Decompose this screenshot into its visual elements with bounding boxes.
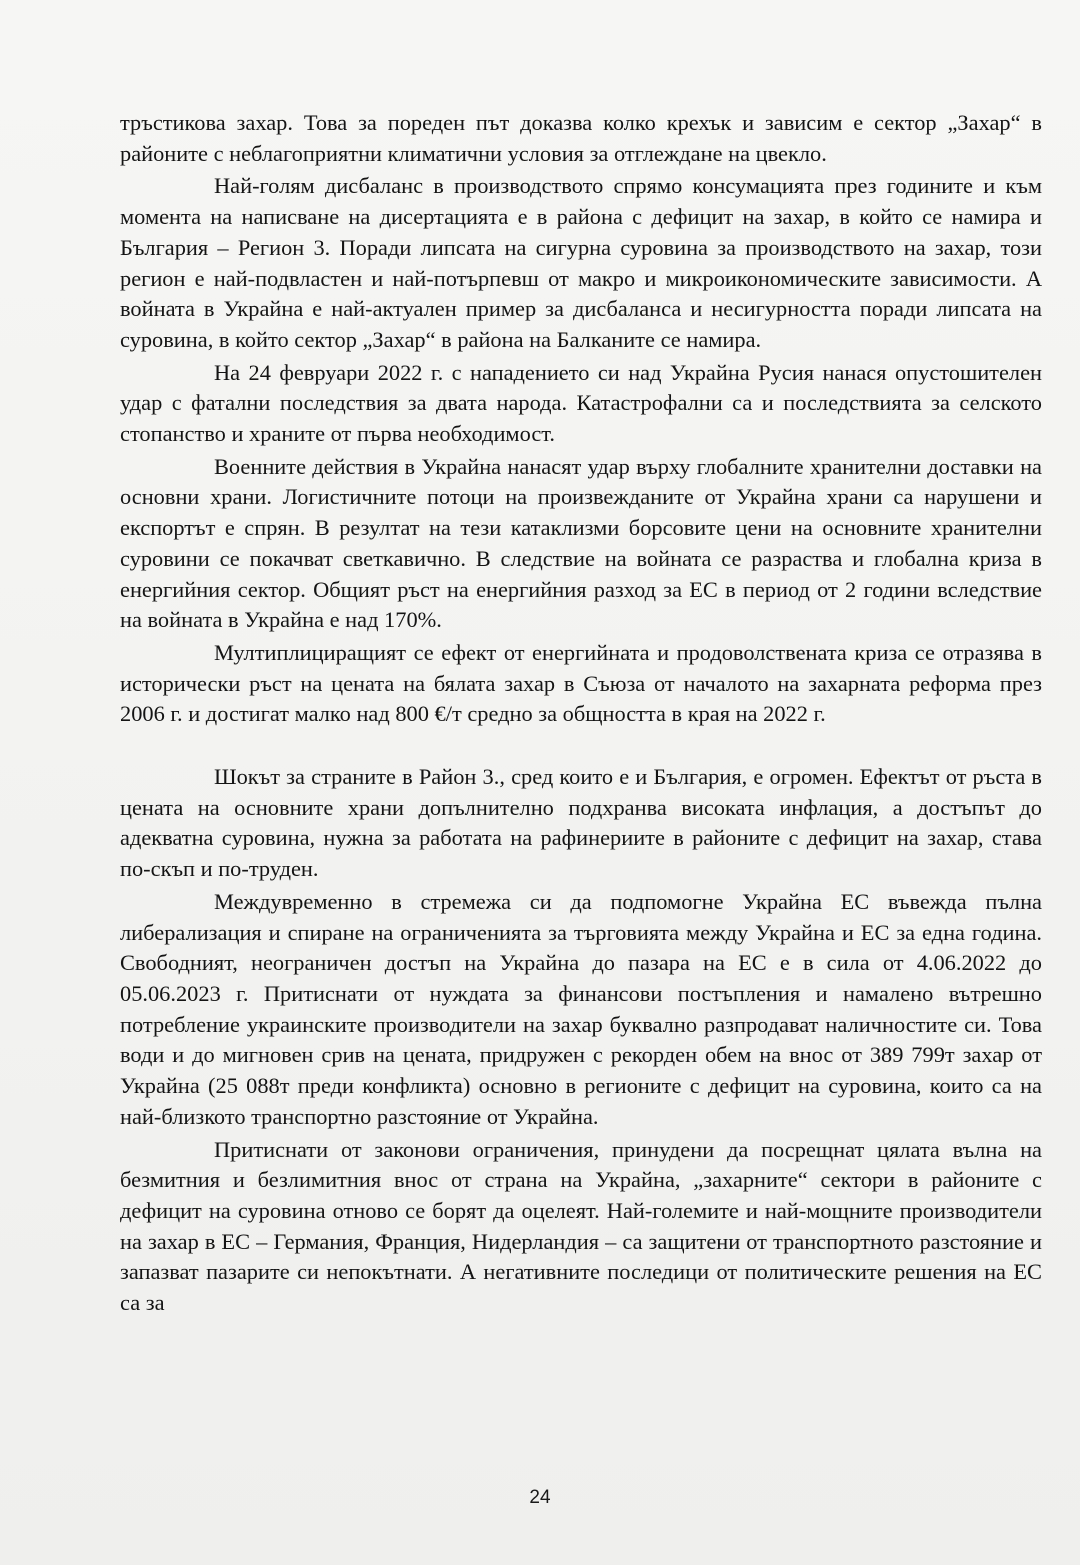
paragraph-5: Мултиплициращият се ефект от енергийната и продоволствената криза се отразява в исторически ръст на цената на бялата захар в Съюза от началото на захарната реформа през 2006 г. и достигат малко над 800 €/т средно за общността в края на 2022 г. — [120, 639, 1042, 727]
paragraph-2: Най-голям дисбаланс в производството спрямо консумацията през годините и към момента на написване на дисертацията е в района с дефицит на захар, в който се намира и България – Регион 3. Поради липсата на сигурна суровина за производството на захар, този регион е най-подвластен и най-потърпевш от макро и микроикономическите зависимости. А войната в Украйна е най-актуален пример за дисбаланса и несигурността поради липсата на суровина, в който сектор „Захар“ в района на Балканите се намира. — [120, 173, 1042, 352]
paragraph-3: На 24 февруари 2022 г. с нападението си над Украйна Русия нанася опустошителен удар с фатални последствия за двата народа. Катастрофални са и последствията за селското стопанство и храните от първа необходимост. — [120, 359, 1042, 447]
paragraph-4: Военните действия в Украйна нанасят удар върху глобалните хранителни доставки на основни храни. Логистичните потоци на произвежданите от Украйна храни са нарушени и експортът е спрян. В резултат на тези катаклизми борсовите цени на основните хранителни суровини се покачват светкавично. В следствие на войната се разраства и глобална криза в енергийния сектор. Общият ръст на енергийния разход за ЕС в период от 2 години вследствие на войната в Украйна е над 170%. — [120, 453, 1042, 633]
paragraph-1: тръстикова захар. Това за пореден път доказва колко крехък и зависим е сектор „Захар“ в районите с неблагоприятни климатични условия за отглеждане на цвекло. — [120, 110, 1042, 166]
paragraph-7: Междувременно в стремежа си да подпомогне Украйна ЕС въвежда пълна либерализация и спиране на ограниченията за търговията между Украйна и ЕС за една година. Свободният, неограничен достъп на Украйна до пазара на ЕС е в сила от 4.06.2022 до 05.06.2023 г. Притиснати от нуждата за финансови постъпления и намалено вътрешно потребление украинските производители на захар буквално разпродават наличностите си. Това води и до мигновен срив на цената, придружен с рекорден обем на внос от 389 799т захар от Украйна (25 088т преди конфликта) основно в регионите с дефицит на суровина, които са на най-близкото транспортно разстояние от Украйна. — [120, 888, 1042, 1129]
paragraph-6: Шокът за страните в Район 3., сред които е и България, е огромен. Ефектът от ръста в цената на основните храни допълнително подхранва високата инфлация, а достъпът до адекватна суровина, нужна за работата на рафинериите в районите с дефицит на захар, става по-скъп и по-труден. — [120, 764, 1042, 882]
paragraph-8: Притиснати от законови ограничения, принудени да посрещнат цялата вълна на безмитния и безлимитния внос от страна на Украйна, „захарните“ сектори в районите с дефицит на суровина отново се борят да оцелеят. Най-големите и най-мощните производители на захар в ЕС – Германия, Франция, Нидерландия – са защитени от транспортното разстояние и запазват пазарите си непокътнати. А негативните последици от политическите решения на ЕС са за — [120, 1136, 1042, 1316]
page-number: 24 — [529, 1487, 551, 1508]
body-text — [120, 108, 1042, 1321]
